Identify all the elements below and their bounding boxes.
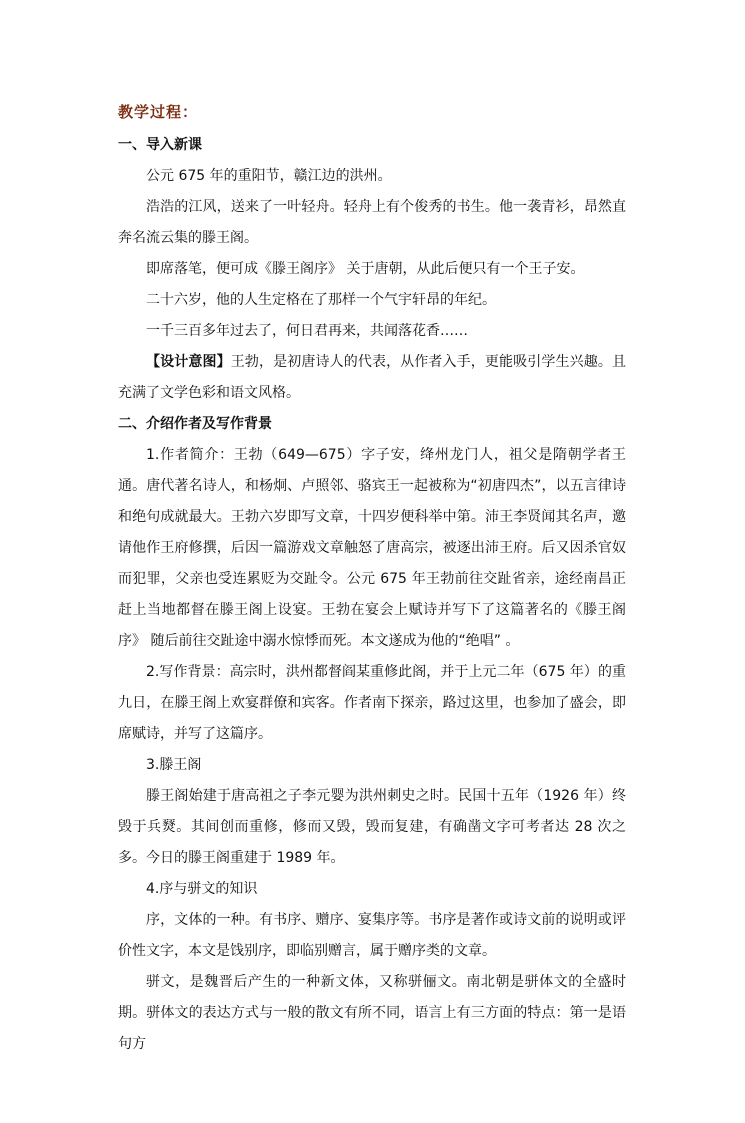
design-intent-text: 王勃，是初唐诗人的代表，从作者入手，更能吸引学生兴趣。且充满了文学色彩和语文风格。 [118, 354, 627, 401]
page-title: 教学过程： [118, 103, 199, 121]
paragraph-preface: 序，文体的一种。有书序、赠序、宴集序等。书序是著作或诗文前的说明或评价性文字，本文是饯别序，即临别赠言，属于赠序类的文章。 [118, 912, 626, 959]
document-body [118, 97, 626, 1060]
section-heading-author-background: 二、介绍作者及写作背景 [118, 416, 272, 432]
paragraph: 二十六岁，他的人生定格在了那样一个气宇轩昂的年纪。 [146, 292, 496, 308]
paragraph: 浩浩的江风，送来了一叶轻舟。轻舟上有个俊秀的书生。他一袭青衫，昂然直奔名流云集的滕王阁。 [118, 199, 626, 246]
design-intent-label: 【设计意图】 [146, 354, 231, 370]
paragraph: 即席落笔，便可成《滕王阁序》 关于唐朝，从此后便只有一个王子安。 [146, 261, 585, 277]
subheading-tengwang-pavilion: 3.滕王阁 [146, 757, 202, 773]
subheading-preface-pianwen: 4.序与骈文的知识 [146, 881, 258, 897]
paragraph-author-intro: 1.作者简介：王勃（649—675）字子安，绛州龙门人，祖父是隋朝学者王通。唐代著名诗人，和杨炯、卢照邻、骆宾王一起被称为“初唐四杰”，以五言律诗和绝句成就最大。王勃六岁即写文章，十四岁便科举中第。沛王李贤闻其名声，邀请他作王府修撰，后因一篇游戏文章触怒了唐高宗，被逐出沛王府。后又因杀官奴而犯罪，父亲也受连累贬为交趾令。公元 675 年王勃前往交趾省亲，途经南昌正赶上当地都督在滕王阁上设宴。王勃在宴会上赋诗并写下了这篇著名的《滕王阁序》 随后前往交趾途中溺水惊悸而死。本文遂成为他的“绝唱” 。 [118, 447, 626, 649]
paragraph-pianwen: 骈文，是魏晋后产生的一种新文体，又称骈俪文。南北朝是骈体文的全盛时期。骈体文的表达方式与一般的散文有所不同，语言上有三方面的特点：第一是语句方 [118, 974, 626, 1052]
section-heading-intro: 一、导入新课 [118, 137, 202, 153]
paragraph-tengwang-pavilion: 滕王阁始建于唐高祖之子李元婴为洪州刺史之时。民国十五年（1926 年）终毁于兵燹。其间创而重修，修而又毁，毁而复建，有确凿文字可考者达 28 次之多。今日的滕王阁重建于 1989 年。 [118, 788, 626, 866]
paragraph: 一千三百多年过去了，何日君再来，共闻落花香…… [146, 323, 468, 339]
paragraph-writing-background: 2.写作背景：高宗时，洪州都督阎某重修此阁，并于上元二年（675 年）的重九日，在滕王阁上欢宴群僚和宾客。作者南下探亲，路过这里，也参加了盛会，即席赋诗，并写了这篇序。 [118, 664, 626, 742]
paragraph: 公元 675 年的重阳节，赣江边的洪州。 [146, 168, 392, 184]
design-intent-paragraph [118, 347, 626, 409]
